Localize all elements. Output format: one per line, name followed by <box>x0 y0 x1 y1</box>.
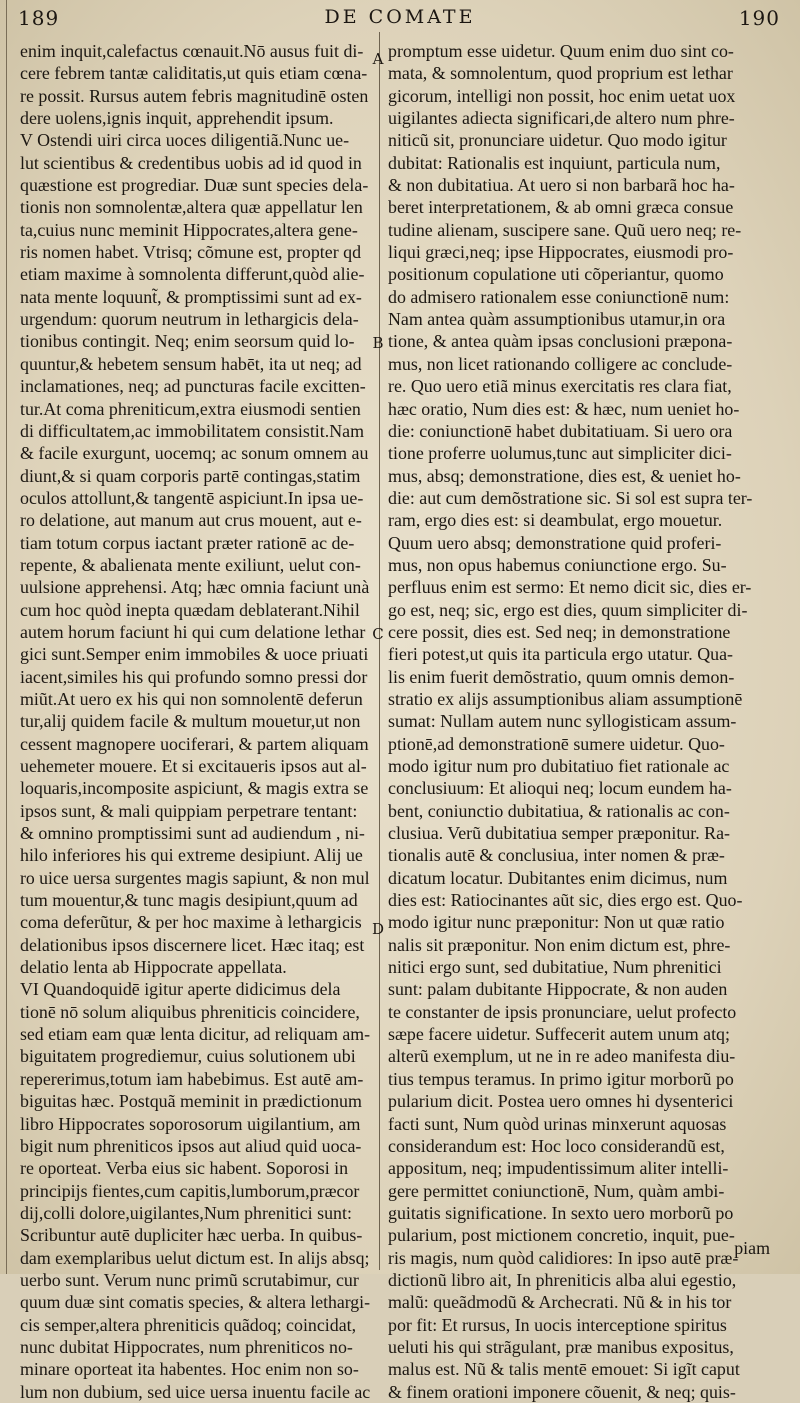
left-column-line: ro uice uersa surgentes magis sapiunt, & non mul <box>20 867 370 888</box>
right-column-line: lis enim fuerit demõstratio, quum omnis demon- <box>388 666 735 687</box>
right-column-line: fieri potest,ut quis ita particula ergo utatur. Qua- <box>388 644 733 665</box>
left-column-line: tiam totum corpus iactant præter rationē ac de- <box>20 532 355 553</box>
left-column-line: hilo inferiores his qui extreme desipiunt. Alij ue <box>20 845 363 866</box>
left-column-line: autem horum faciunt hi qui cum delatione lethar <box>20 621 366 642</box>
left-column-line: lut scientibus & credentibus uobis ad id quod in <box>20 152 362 173</box>
right-column-line: clusiua. Verũ dubitatiua semper præponitur. Ra- <box>388 823 731 844</box>
right-column-line: appositum, neq; impudentissimum aliter intelli- <box>388 1158 729 1179</box>
left-column-line: cere febrem tantæ caliditatis,ut quis etiam cœna- <box>20 63 368 84</box>
left-column-line: biguitas hæc. Postquã meminit in prædictionum <box>20 1091 362 1112</box>
right-column-line: pularium, post mictionem concretio, inquit, pue- <box>388 1225 735 1246</box>
right-column-line: mata, & somnolentum, quod proprium est lethar <box>388 63 733 84</box>
right-column-line: beret interpretationem, & ab omni græca consue <box>388 197 734 218</box>
section-marker-b: B <box>372 334 384 352</box>
left-column-line: etiam maxime à somnolenta differunt,quòd alie- <box>20 264 365 285</box>
left-column-line: miũt.At uero ex his qui non somnolentē deferun <box>20 688 363 709</box>
right-column-line: re. Quo uero etiã minus exercitatis res clara fiat, <box>388 376 732 397</box>
left-column-line: repente, & abalienata mente exiliunt, uelut con- <box>20 554 361 575</box>
folio-left: 189 <box>18 6 60 30</box>
right-column-line: & finem orationi imponere cõuenit, & neq; quis- <box>388 1381 736 1402</box>
left-column-line: uerbo sunt. Verum nunc primũ scrutabimur, cur <box>20 1269 359 1290</box>
left-column-line: ris nomen habet. Vtrisq; cõmune est, propter qd <box>20 242 362 263</box>
left-column-line: tionibus contingit. Neq; enim seorsum quid lo- <box>20 331 355 352</box>
left-column-line: cis semper,altera phreniticis quãdoq; coincidat, <box>20 1314 357 1335</box>
catchword: piam <box>734 1238 770 1258</box>
right-column-line: die: coniunctionē habet dubitatiuam. Si uero ora <box>388 420 733 441</box>
running-header <box>0 2 800 32</box>
right-column-line: considerandum est: Hoc loco considerandũ est, <box>388 1135 725 1156</box>
right-column-line: Nam antea quàm assumptionibus utamur,in ora <box>388 309 726 330</box>
right-column-line: ueluti his qui strãgulant, præ manibus expositus, <box>388 1336 734 1357</box>
right-column-line: stratio ex alijs assumptionibus aliam assumptionē <box>388 688 743 709</box>
left-column-line: ipsos sunt, & mali quippiam perpetrare tentant: <box>20 800 358 821</box>
right-column-line: tudine alienam, suscipere sane. Quũ uero neq; re- <box>388 219 742 240</box>
left-column-line: minare oporteat ita habentes. Hoc enim non so- <box>20 1359 359 1380</box>
left-column-line: dere uolens,ignis inquit, apprehendit ipsum. <box>20 108 334 129</box>
left-column-line: bigit num phreniticos ipsos aut aliud quid uoca- <box>20 1135 362 1156</box>
right-column-line: niticũ sit, pronunciare uidetur. Quo modo igitur <box>388 130 727 151</box>
right-column-line: gere permittet coniunctionē, Num, quàm ambi- <box>388 1180 725 1201</box>
left-column-line: gici sunt.Semper enim immobiles & uoce priuati <box>20 644 369 665</box>
left-column-line: loquaris,incomposite aspiciunt, & magis extra se <box>20 778 369 799</box>
column-divider <box>379 32 380 1270</box>
left-column-line: nata mente loquunt̃, & promptissimi sunt ad ex- <box>20 286 362 307</box>
left-column-line: dam exemplaribus uelut dictum est. In alijs absq; <box>20 1247 370 1268</box>
right-column-line: malus est. Nũ & talis mentē emouet: Si igĩt caput <box>388 1359 740 1380</box>
right-column-line: sunt: palam dubitante Hippocrate, & non auden <box>388 979 728 1000</box>
left-column-line: libro Hippocrates soporosorum uigilantium, am <box>20 1113 361 1134</box>
right-column-line: uigilantes adiecta significari,de altero num phre- <box>388 108 735 129</box>
right-column-line: do admisero rationalem esse coniunctionē num: <box>388 286 730 307</box>
right-column-line: te constanter de ipsis pronunciare, uelut profecto <box>388 1001 737 1022</box>
left-column-line: lum non dubium, sed uice uersa inuentu facile ac <box>20 1381 371 1402</box>
left-column-line: uulsione apprehensi. Atq; hæc omnia faciunt unà <box>20 577 370 598</box>
left-column-line: cessent magnopere uociferari, & partem aliquam <box>20 733 369 754</box>
right-column-line: alterũ exemplum, ut ne in re adeo manifesta diu- <box>388 1046 736 1067</box>
right-column-line: nitici ergo sunt, sed dubitatiue, Num phrenitici <box>388 957 722 978</box>
right-column-line: nalis sit præponitur. Non enim dictum est, phre- <box>388 934 731 955</box>
left-column-line: biguitatem progrediemur, cuius solutionem ubi <box>20 1046 356 1067</box>
right-column-line: modo igitur nunc præponitur: Non ut quæ ratio <box>388 912 725 933</box>
left-column-line: tur.At coma phreniticum,extra eiusmodi sentien <box>20 398 361 419</box>
right-column-line: facti sunt, Num quòd urinas minxerunt aquosas <box>388 1113 727 1134</box>
left-column-line: nunc dubitat Hippocrates, num phreniticos no- <box>20 1336 353 1357</box>
left-column-line: tum mouentur,& tunc magis desipiunt,quum ad <box>20 890 358 911</box>
right-column-line: perfluus enim est sermo: Et nemo dicit sic, dies er- <box>388 577 752 598</box>
right-column-line: & non dubitatiua. At uero si non barbarã hoc ha- <box>388 175 735 196</box>
right-column-line: malũ: queãdmodũ & Archecrati. Nũ & in his tor <box>388 1292 732 1313</box>
right-column-line: modo igitur num pro dubitatiuo fiet rationale ac <box>388 756 730 776</box>
folio-right: 190 <box>738 6 780 30</box>
right-column-line: bent, coniunctio dubitatiua, & rationalis ac con- <box>388 800 730 821</box>
section-marker-d: D <box>371 920 385 938</box>
left-column-line: inclamationes, neq; ad puncturas facile excitten- <box>20 376 366 397</box>
right-column-line: sumat: Nullam autem nunc syllogisticam assum- <box>388 711 737 732</box>
left-column-line: sed etiam eam quæ lenta dicitur, ad reliquam am- <box>20 1024 370 1045</box>
left-column-line: Scribuntur autē dupliciter hæc uerba. In quibus- <box>20 1225 363 1246</box>
right-column-line: ris magis, num quòd calidiores: In ipso autē præ- <box>388 1247 739 1268</box>
left-column-line: principijs fientes,cum capitis,lumborum,præcor <box>20 1180 360 1201</box>
right-text-column <box>388 40 770 1402</box>
left-column-line: uehemeter mouere. Et si excitaueris ipsos aut al- <box>20 756 367 776</box>
running-title: DE COMATE <box>324 6 476 28</box>
right-column-line: cere possit, dies est. Sed neq; in demonstratione <box>388 621 731 642</box>
right-column-line: dubitat: Rationalis est inquiunt, particula num, <box>388 152 721 173</box>
left-column-line: quuntur,& hebetem sensum habēt, ita ut neq; ad <box>20 353 362 374</box>
right-column-line: Quum uero absq; demonstratione quid proferi- <box>388 532 722 553</box>
left-column-line: & omnino promptissimi sunt ad audiendum , ni- <box>20 823 365 844</box>
right-column-line: die: aut cum demõstratione sic. Si sol est supra ter- <box>388 487 753 508</box>
right-column-line: sæpe facere uidetur. Suffecerit autem unum atq; <box>388 1024 730 1045</box>
left-column-line: oculos attollunt,& tangentē aspiciunt.In ipsa ue- <box>20 487 364 508</box>
left-column-line: & facile exurgunt, uocemq; ac sonum omnem au <box>20 443 369 464</box>
right-column-line: conclusiuum: Et alioqui neq; locum eundem ha- <box>388 778 732 799</box>
left-column-line: VI Quandoquidē igitur aperte didicimus dela <box>20 979 341 1000</box>
left-column-line: diunt,& si quam corporis partē contingas,statim <box>20 465 361 486</box>
left-column-line: delationibus ipsos discernere licet. Hæc itaq; est <box>20 934 365 955</box>
right-column-line: dies est: Ratiocinantes aũt sic, dies ergo est. Quo- <box>388 890 743 911</box>
left-column-line: re possit. Rursus autem febris magnitudinē osten <box>20 85 369 106</box>
left-column-line: repererimus,totum iam habebimus. Est autē am- <box>20 1068 364 1089</box>
left-column-line: quæstione est progrediar. Duæ sunt species dela- <box>20 175 369 196</box>
left-column-line: re oporteat. Verba eius sic habent. Soporosi in <box>20 1158 349 1179</box>
left-column-line: V Ostendi uiri circa uoces diligentiã.Nunc ue- <box>20 130 350 151</box>
right-column-line: positionum copulatione uti cõperiantur, quomo <box>388 264 724 285</box>
section-marker-c: C <box>372 625 384 643</box>
right-column-line: tione, & antea quàm ipsas conclusioni præpona- <box>388 331 733 352</box>
left-column-line: dij,colli dolore,uigilantes,Num phrenitici sunt: <box>20 1202 352 1223</box>
right-column-line: go est, neq; sic, ergo est dies, quum simpliciter di- <box>388 599 748 620</box>
right-column-line: mus, non opus habemus coniunctione ergo. Su- <box>388 554 727 575</box>
right-column-line: ram, ergo dies est: si deambulat, ergo mouetur. <box>388 510 723 531</box>
right-column-line: mus, non licet rationando colligere ac conclude- <box>388 353 733 374</box>
left-column-line: urgendum: quorum neutrum in lethargicis dela- <box>20 309 359 330</box>
left-column-line: enim inquit,calefactus cœnauit.Nō ausus fuit di- <box>20 41 364 61</box>
left-text-column <box>20 40 371 1402</box>
right-column-line: guitatis significatione. In sexto uero morborũ po <box>388 1202 734 1223</box>
right-column-line: mus, absq; demonstratione, dies est, & ueniet ho- <box>388 465 741 486</box>
right-column-line: por fit: Et rursus, In uocis interceptione spiritus <box>388 1314 727 1335</box>
right-column-line: pularium dicit. Postea uero omnes hi dysenterici <box>388 1091 734 1112</box>
left-column-line: tionis non somnolentæ,altera quæ appellatur len <box>20 197 363 218</box>
left-column-line: iacent,similes his qui profundo somno pressi dor <box>20 666 368 687</box>
right-column-line: dictionũ libro ait, In phreniticis alba alui egestio, <box>388 1269 737 1290</box>
right-column-line: ptionē,ad demonstrationē sumere uidetur. Quo- <box>388 733 725 754</box>
left-column-line: di difficultatem,ac immobilitatem consistit.Nam <box>20 420 364 441</box>
left-column-line: ta,cuius nunc meminit Hippocrates,altera gene- <box>20 219 358 240</box>
left-column-line: ro delatione, aut manum aut crus mouent, aut e- <box>20 510 362 531</box>
left-column-line: tur,alij quidem facile & multum mouetur,ut non <box>20 711 361 732</box>
section-marker-a: A <box>372 50 384 68</box>
left-column-line: delatio lenta ab Hippocrate appellata. <box>20 957 287 978</box>
right-column-line: tius tempus teramus. In primo igitur morborũ po <box>388 1068 734 1089</box>
left-column-line: cum hoc quòd inepta quædam deblaterant.Nihil <box>20 599 360 620</box>
left-column-line: quum duæ sint comatis species, & altera lethargi- <box>20 1292 370 1313</box>
right-column-line: tione proferre uolumus,tunc aut simpliciter dici- <box>388 443 732 464</box>
left-column-line: tionē nō solum aliquibus phreniticis coincidere, <box>20 1001 360 1022</box>
left-column-line: coma deferũtur, & per hoc maxime à lethargicis <box>20 912 362 933</box>
right-column-line: tionalis autē & conclusiua, inter nomen & præ- <box>388 845 725 866</box>
right-column-line: hæc oratio, Num dies est: & hæc, num ueniet ho- <box>388 398 740 419</box>
page-edge-rule <box>6 0 7 1274</box>
right-column-line: gicorum, intelligi non possit, hoc enim uetat uox <box>388 85 736 106</box>
right-column-line: dicatum locatur. Dubitantes enim dicimus, num <box>388 867 728 888</box>
right-column-line: promptum esse uidetur. Quum enim duo sint co- <box>388 41 734 61</box>
right-column-line: liqui græci,neq; ipse Hippocrates, eiusmodi pro- <box>388 242 734 263</box>
